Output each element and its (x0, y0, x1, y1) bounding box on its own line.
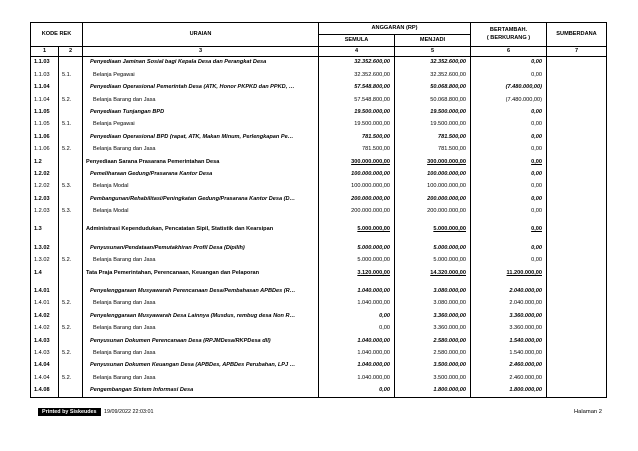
cell-semula: 300.000.000,00 (319, 156, 395, 168)
cell-uraian: Belanja Barang dan Jasa (83, 255, 319, 267)
cell-uraian: Administrasi Kependudukan, Pencatatan Sipil, Statistik dan Kearsipan (83, 224, 319, 236)
cell-menjadi: 2.580.000,00 (395, 335, 471, 347)
cell-menjadi: 2.580.000,00 (395, 348, 471, 360)
cell-semula: 57.548.800,00 (319, 94, 395, 106)
cell-kode: 1.1.05 (31, 119, 59, 131)
cell-semula: 3.120.000,00 (319, 267, 395, 279)
cell-sumberdana (547, 224, 607, 236)
cell-uraian: Penyediaan Operasional BPD (rapat, ATK, Makan Minum, Perlengkapan Pe… (83, 131, 319, 143)
cell-menjadi: 3.080.000,00 (395, 286, 471, 298)
cell-sumberdana (547, 144, 607, 156)
cell-kode: 1.3 (31, 224, 59, 236)
col-number: 3 (83, 47, 319, 57)
cell-sub-kode: 5.2. (59, 323, 83, 335)
header-menjadi: MENJADI (395, 35, 471, 47)
cell-kode: 1.4.01 (31, 286, 59, 298)
cell-uraian: Penyediaan Jaminan Sosial bagi Kepala Desa dan Perangkat Desa (83, 57, 319, 70)
cell-sumberdana (547, 310, 607, 322)
table-row (31, 82, 607, 94)
cell-sub-kode (59, 57, 83, 70)
cell-selisih: 0,00 (471, 224, 547, 236)
cell-sub-kode (59, 286, 83, 298)
header-bertambah-label: BERTAMBAH. (489, 27, 528, 34)
cell-semula: 32.352.600,00 (319, 57, 395, 70)
table-row (31, 57, 607, 70)
cell-menjadi: 200.000.000,00 (395, 193, 471, 205)
cell-sub-kode (59, 385, 83, 398)
cell-kode: 1.4.03 (31, 348, 59, 360)
cell-semula: 57.548.800,00 (319, 82, 395, 94)
table-row (31, 255, 607, 267)
col-number: 1 (31, 47, 59, 57)
col-number: 2 (59, 47, 83, 57)
table-row (31, 335, 607, 347)
cell-semula: 1.040.000,00 (319, 348, 395, 360)
table-row (31, 156, 607, 168)
cell-sub-kode: 5.2. (59, 348, 83, 360)
cell-sub-kode: 5.2. (59, 255, 83, 267)
cell-uraian: Penyediaan Sarana Prasarana Pemerintahan Desa (83, 156, 319, 168)
cell-semula: 0,00 (319, 310, 395, 322)
cell-kode: 1.4.04 (31, 360, 59, 372)
cell-uraian: Belanja Barang dan Jasa (83, 323, 319, 335)
cell-uraian: Penyelenggaraan Musyawarah Perencanaan Desa/Pembahasan APBDes (R… (83, 286, 319, 298)
cell-uraian: Penyelenggaraan Musyawarah Desa Lainnya (Musdus, rembug desa Non R… (83, 310, 319, 322)
header-sumberdana: SUMBERDANA (547, 23, 607, 47)
cell-sub-kode (59, 169, 83, 181)
cell-kode: 1.3.02 (31, 242, 59, 254)
cell-sub-kode (59, 310, 83, 322)
cell-uraian: Belanja Modal (83, 206, 319, 218)
table-row (31, 267, 607, 279)
cell-sumberdana (547, 298, 607, 310)
cell-selisih: 2.040.000,00 (471, 298, 547, 310)
cell-sub-kode (59, 224, 83, 236)
table-row (31, 224, 607, 236)
header-uraian: URAIAN (83, 23, 319, 47)
cell-semula: 1.040.000,00 (319, 372, 395, 384)
cell-menjadi: 5.000.000,00 (395, 242, 471, 254)
cell-uraian: Tata Praja Pemerintahan, Perencanaan, Keuangan dan Pelaporan (83, 267, 319, 279)
cell-menjadi: 3.360.000,00 (395, 323, 471, 335)
cell-selisih: 2.040.000,00 (471, 286, 547, 298)
table-row (31, 242, 607, 254)
cell-kode: 1.4.01 (31, 298, 59, 310)
header-berkurang-label: ( BERKURANG ) (486, 34, 531, 41)
cell-selisih: 0,00 (471, 131, 547, 143)
cell-kode: 1.4.02 (31, 323, 59, 335)
cell-selisih: 2.460.000,00 (471, 372, 547, 384)
cell-selisih: 3.360.000,00 (471, 310, 547, 322)
cell-selisih: (7.480.000,00) (471, 82, 547, 94)
table-row (31, 119, 607, 131)
table-row (31, 323, 607, 335)
cell-selisih: 0,00 (471, 107, 547, 119)
cell-kode: 1.1.05 (31, 107, 59, 119)
cell-semula: 0,00 (319, 323, 395, 335)
cell-uraian: Penyusunan Dokumen Perencanaan Desa (RPJMDesa/RKPDesa dll) (83, 335, 319, 347)
cell-semula: 32.352.600,00 (319, 69, 395, 81)
cell-sub-kode: 5.2. (59, 372, 83, 384)
cell-kode: 1.4 (31, 267, 59, 279)
cell-uraian: Penyediaan Operasional Pemerintah Desa (ATK, Honor PKPKD dan PPKD, … (83, 82, 319, 94)
table-row (31, 181, 607, 193)
cell-uraian: Belanja Barang dan Jasa (83, 348, 319, 360)
table-row (31, 206, 607, 218)
cell-sub-kode: 5.1. (59, 69, 83, 81)
cell-menjadi: 300.000.000,00 (395, 156, 471, 168)
col-number: 4 (319, 47, 395, 57)
cell-selisih: 1.800.000,00 (471, 385, 547, 398)
cell-menjadi: 100.000.000,00 (395, 169, 471, 181)
cell-semula: 0,00 (319, 385, 395, 398)
cell-sub-kode: 5.1. (59, 119, 83, 131)
header-bertambah (471, 23, 547, 47)
cell-uraian: Belanja Pegawai (83, 69, 319, 81)
col-number: 6 (471, 47, 547, 57)
cell-kode: 1.2.02 (31, 169, 59, 181)
cell-menjadi: 50.068.800,00 (395, 82, 471, 94)
cell-sub-kode (59, 131, 83, 143)
cell-sub-kode: 5.3. (59, 206, 83, 218)
cell-sub-kode: 5.2. (59, 298, 83, 310)
cell-selisih: 2.460.000,00 (471, 360, 547, 372)
cell-selisih: 11.200.000,00 (471, 267, 547, 279)
cell-sumberdana (547, 267, 607, 279)
cell-selisih: (7.480.000,00) (471, 94, 547, 106)
cell-menjadi: 32.352.600,00 (395, 57, 471, 70)
cell-sub-kode (59, 360, 83, 372)
table-row (31, 131, 607, 143)
cell-semula: 1.040.000,00 (319, 298, 395, 310)
cell-menjadi: 781.500,00 (395, 131, 471, 143)
cell-uraian: Pengembangan Sistem Informasi Desa (83, 385, 319, 398)
cell-kode: 1.2 (31, 156, 59, 168)
cell-kode: 1.1.04 (31, 94, 59, 106)
cell-selisih: 0,00 (471, 193, 547, 205)
cell-semula: 200.000.000,00 (319, 193, 395, 205)
cell-menjadi: 3.080.000,00 (395, 298, 471, 310)
col-number: 7 (547, 47, 607, 57)
cell-kode: 1.2.02 (31, 181, 59, 193)
cell-semula: 1.040.000,00 (319, 360, 395, 372)
cell-menjadi: 3.500.000,00 (395, 360, 471, 372)
cell-semula: 100.000.000,00 (319, 169, 395, 181)
cell-uraian: Belanja Barang dan Jasa (83, 94, 319, 106)
table-row (31, 69, 607, 81)
cell-semula: 781.500,00 (319, 144, 395, 156)
cell-menjadi: 32.352.600,00 (395, 69, 471, 81)
cell-selisih: 0,00 (471, 206, 547, 218)
table-row (31, 94, 607, 106)
cell-menjadi: 19.500.000,00 (395, 119, 471, 131)
cell-selisih: 0,00 (471, 169, 547, 181)
cell-sumberdana (547, 323, 607, 335)
cell-sumberdana (547, 131, 607, 143)
cell-uraian: Pemeliharaan Gedung/Prasarana Kantor Desa (83, 169, 319, 181)
cell-uraian: Penyusunan Dokumen Keuangan Desa (APBDes, APBDes Perubahan, LPJ … (83, 360, 319, 372)
print-timestamp: 19/09/2022 22:03:01 (104, 409, 154, 415)
table-row (31, 310, 607, 322)
cell-selisih: 0,00 (471, 181, 547, 193)
cell-semula: 781.500,00 (319, 131, 395, 143)
page-footer (30, 406, 606, 418)
cell-sumberdana (547, 348, 607, 360)
cell-kode: 1.4.02 (31, 310, 59, 322)
cell-sumberdana (547, 94, 607, 106)
cell-sub-kode: 5.3. (59, 181, 83, 193)
cell-sumberdana (547, 193, 607, 205)
cell-sub-kode (59, 335, 83, 347)
budget-table (30, 22, 607, 398)
cell-uraian: Belanja Barang dan Jasa (83, 298, 319, 310)
cell-selisih: 0,00 (471, 57, 547, 70)
cell-selisih: 1.540.000,00 (471, 335, 547, 347)
cell-kode: 1.1.04 (31, 82, 59, 94)
cell-selisih: 1.540.000,00 (471, 348, 547, 360)
table-row (31, 169, 607, 181)
cell-menjadi: 100.000.000,00 (395, 181, 471, 193)
cell-selisih: 3.360.000,00 (471, 323, 547, 335)
table-row (31, 385, 607, 398)
page-number: Halaman 2 (573, 409, 602, 415)
table-row (31, 298, 607, 310)
cell-selisih: 0,00 (471, 242, 547, 254)
cell-kode: 1.2.03 (31, 206, 59, 218)
cell-sub-kode: 5.2. (59, 94, 83, 106)
cell-sumberdana (547, 107, 607, 119)
cell-menjadi: 14.320.000,00 (395, 267, 471, 279)
cell-uraian: Belanja Pegawai (83, 119, 319, 131)
cell-selisih: 0,00 (471, 255, 547, 267)
cell-sumberdana (547, 372, 607, 384)
table-row (31, 144, 607, 156)
cell-uraian: Belanja Barang dan Jasa (83, 144, 319, 156)
cell-sumberdana (547, 255, 607, 267)
cell-semula: 1.040.000,00 (319, 286, 395, 298)
cell-semula: 5.000.000,00 (319, 224, 395, 236)
cell-uraian: Belanja Barang dan Jasa (83, 372, 319, 384)
header-semula: SEMULA (319, 35, 395, 47)
cell-sumberdana (547, 82, 607, 94)
cell-sumberdana (547, 181, 607, 193)
cell-sub-kode (59, 267, 83, 279)
cell-sumberdana (547, 206, 607, 218)
cell-selisih: 0,00 (471, 69, 547, 81)
cell-sumberdana (547, 57, 607, 70)
cell-kode: 1.4.03 (31, 335, 59, 347)
header-kode-rek: KODE REK (31, 23, 83, 47)
cell-sub-kode (59, 193, 83, 205)
cell-menjadi: 19.500.000,00 (395, 107, 471, 119)
cell-sumberdana (547, 335, 607, 347)
table-header (31, 23, 607, 57)
cell-menjadi: 5.000.000,00 (395, 224, 471, 236)
cell-sub-kode (59, 156, 83, 168)
cell-kode: 1.1.06 (31, 144, 59, 156)
cell-menjadi: 3.500.000,00 (395, 372, 471, 384)
printed-by-badge: Printed by Siskeudes (38, 408, 101, 416)
cell-sumberdana (547, 119, 607, 131)
cell-sub-kode (59, 242, 83, 254)
cell-selisih: 0,00 (471, 156, 547, 168)
report-sheet (30, 22, 606, 398)
cell-semula: 200.000.000,00 (319, 206, 395, 218)
cell-semula: 5.000.000,00 (319, 255, 395, 267)
cell-kode: 1.4.08 (31, 385, 59, 398)
table-row (31, 193, 607, 205)
cell-sub-kode: 5.2. (59, 144, 83, 156)
cell-kode: 1.1.06 (31, 131, 59, 143)
cell-sumberdana (547, 385, 607, 398)
cell-menjadi: 1.800.000,00 (395, 385, 471, 398)
cell-menjadi: 200.000.000,00 (395, 206, 471, 218)
table-row (31, 107, 607, 119)
cell-sumberdana (547, 69, 607, 81)
cell-sumberdana (547, 286, 607, 298)
cell-sumberdana (547, 242, 607, 254)
cell-uraian: Penyusunan/Pendataan/Pemutakhiran Profil Desa (Dipilih) (83, 242, 319, 254)
cell-menjadi: 50.068.800,00 (395, 94, 471, 106)
cell-menjadi: 5.000.000,00 (395, 255, 471, 267)
cell-sub-kode (59, 82, 83, 94)
cell-menjadi: 3.360.000,00 (395, 310, 471, 322)
table-row (31, 286, 607, 298)
cell-sumberdana (547, 169, 607, 181)
cell-uraian: Pembangunan/Rehabilitasi/Peningkatan Gedung/Prasarana Kantor Desa (D… (83, 193, 319, 205)
header-anggaran: ANGGARAN (RP) (319, 23, 471, 35)
cell-selisih: 0,00 (471, 119, 547, 131)
cell-kode: 1.2.03 (31, 193, 59, 205)
cell-sumberdana (547, 156, 607, 168)
cell-menjadi: 781.500,00 (395, 144, 471, 156)
cell-kode: 1.1.03 (31, 57, 59, 70)
cell-selisih: 0,00 (471, 144, 547, 156)
cell-semula: 1.040.000,00 (319, 335, 395, 347)
table-row (31, 360, 607, 372)
table-row (31, 348, 607, 360)
cell-sub-kode (59, 107, 83, 119)
cell-kode: 1.1.03 (31, 69, 59, 81)
cell-semula: 100.000.000,00 (319, 181, 395, 193)
table-row (31, 372, 607, 384)
col-number: 5 (395, 47, 471, 57)
cell-kode: 1.3.02 (31, 255, 59, 267)
cell-uraian: Penyediaan Tunjangan BPD (83, 107, 319, 119)
cell-semula: 19.500.000,00 (319, 107, 395, 119)
cell-uraian: Belanja Modal (83, 181, 319, 193)
table-body (31, 57, 607, 398)
cell-semula: 5.000.000,00 (319, 242, 395, 254)
cell-semula: 19.500.000,00 (319, 119, 395, 131)
cell-sumberdana (547, 360, 607, 372)
cell-kode: 1.4.04 (31, 372, 59, 384)
